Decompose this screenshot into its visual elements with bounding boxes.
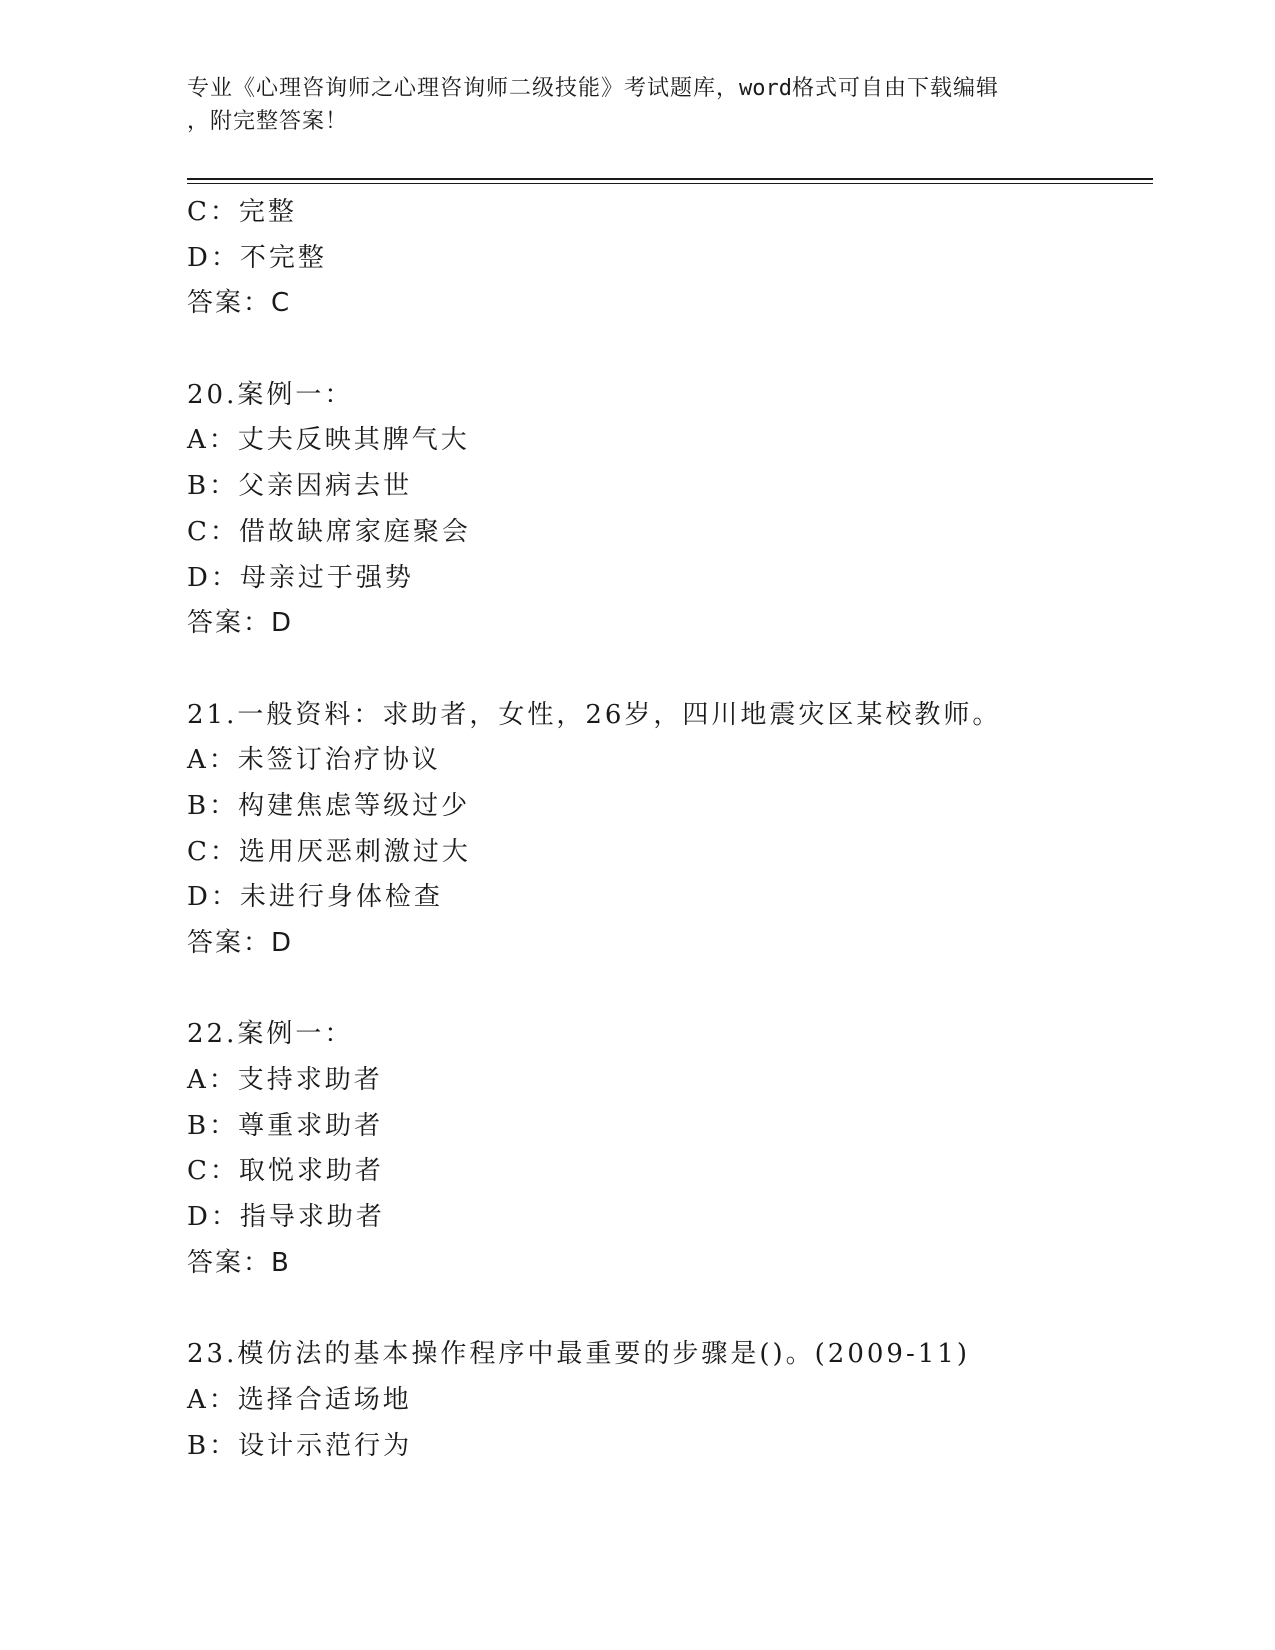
- option-b: B：父亲因病去世: [187, 471, 413, 502]
- question-block: [187, 190, 1147, 327]
- question-stem: 22.案例一：: [187, 1019, 354, 1050]
- option-a: A：未签订治疗协议: [187, 745, 441, 776]
- option-b: B：设计示范行为: [187, 1430, 413, 1461]
- answer-line: 答案：C: [187, 288, 292, 319]
- header-divider-thick: [187, 178, 1153, 180]
- option-a: A：支持求助者: [187, 1065, 383, 1096]
- option-c: C：完整: [187, 197, 297, 227]
- spacer: [187, 647, 1147, 693]
- option-c: C：借故缺席家庭聚会: [187, 516, 471, 547]
- answer-line: 答案：D: [187, 608, 294, 639]
- header-title-prefix: 专业《心理咨询师之心理咨询师二级技能》考试题库，: [187, 76, 740, 101]
- question-block: [187, 1012, 1147, 1286]
- option-c: C：选用厌恶刺激过大: [187, 836, 471, 867]
- spacer: [187, 327, 1147, 373]
- answer-line: 答案：D: [187, 928, 294, 958]
- header-divider-thin: [187, 183, 1153, 184]
- option-a: A：选择合适场地: [187, 1384, 412, 1415]
- option-c: C：取悦求助者: [187, 1156, 384, 1187]
- option-d: D：母亲过于强势: [187, 562, 414, 593]
- question-stem: 20.案例一：: [187, 379, 354, 410]
- question-block: [187, 373, 1147, 647]
- question-block: [187, 1332, 1147, 1469]
- question-list: [187, 190, 1147, 1469]
- header-word-format: word: [739, 76, 792, 101]
- question-block: [187, 693, 1147, 967]
- header-title-suffix: 格式可自由下载编辑: [792, 76, 1000, 101]
- header-line-1: [187, 72, 1087, 105]
- option-d: D：指导求助者: [187, 1202, 385, 1233]
- spacer: [187, 967, 1147, 1013]
- spacer: [187, 1287, 1147, 1333]
- question-stem: 21.一般资料：求助者，女性，26岁，四川地震灾区某校教师。: [187, 699, 1002, 730]
- option-d: D：不完整: [187, 242, 327, 273]
- answer-line: 答案：B: [187, 1247, 291, 1278]
- question-stem: 23.模仿法的基本操作程序中最重要的步骤是()。(2009-11): [187, 1339, 970, 1370]
- option-b: B：构建焦虑等级过少: [187, 790, 471, 821]
- option-b: B：尊重求助者: [187, 1110, 384, 1141]
- option-a: A：丈夫反映其脾气大: [187, 425, 470, 456]
- header-line-2: ，附完整答案！: [187, 109, 349, 134]
- option-d: D：未进行身体检查: [187, 882, 443, 913]
- document-header: [187, 72, 1087, 138]
